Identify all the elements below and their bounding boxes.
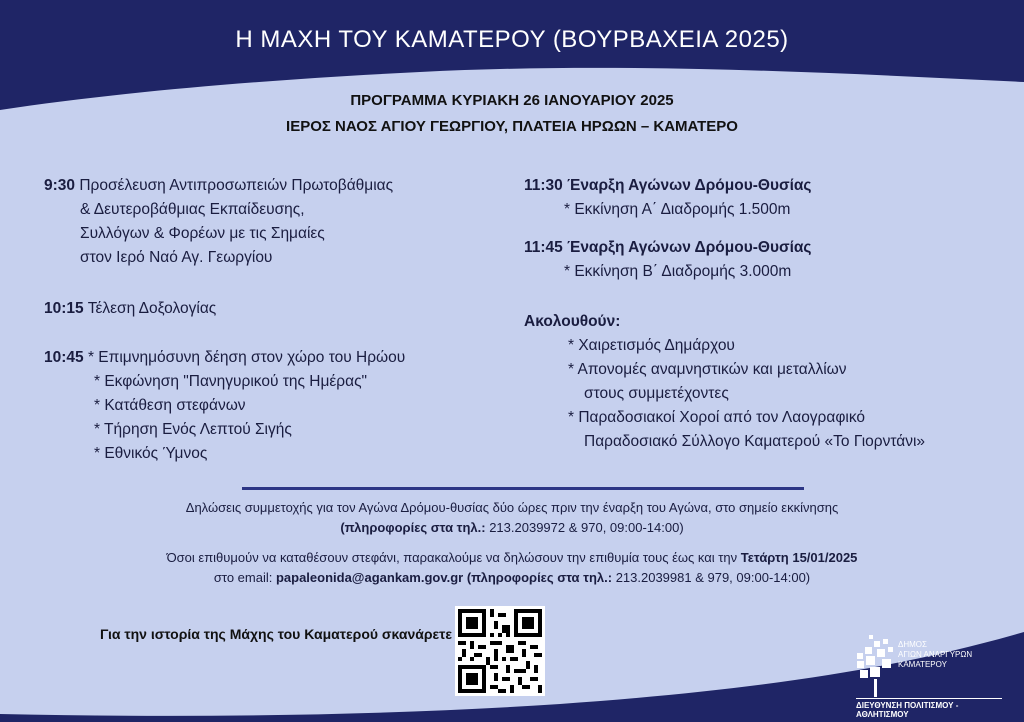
schedule-item-1045 <box>44 346 405 466</box>
schedule-item-1015 <box>44 297 216 321</box>
logo-line: ΑΓΙΩΝ ΑΝΑΡΓΥΡΩΝ <box>898 650 973 659</box>
schedule-text: * Εθνικός Ύμνος <box>94 445 208 462</box>
following-events <box>524 310 925 454</box>
qr-code[interactable] <box>455 606 545 696</box>
qr-label: Για την ιστορία της Μάχης του Καματερού σκανάρετε <box>100 626 453 642</box>
schedule-text: Συλλόγων & Φορέων με τις Σημαίες <box>80 225 325 242</box>
race-detail: * Εκκίνηση Α΄ Διαδρομής 1.500m <box>564 201 791 218</box>
schedule-item-0930 <box>44 174 393 270</box>
race-detail: * Εκκίνηση Β΄ Διαδρομής 3.000m <box>564 263 792 280</box>
wreath-note <box>0 548 1024 568</box>
email-note <box>0 568 1024 588</box>
following-item: * Απονομές αναμνηστικών και μεταλλίων <box>568 361 847 378</box>
logo-line: ΔΗΜΟΣ <box>898 640 927 649</box>
page-title: Η ΜΑΧΗ ΤΟΥ ΚΑΜΑΤΕΡΟΥ (ΒΟΥΡΒΑΧΕΙΑ 2025) <box>235 26 789 53</box>
schedule-time: 10:15 <box>44 300 84 317</box>
race-start-1145 <box>524 236 811 284</box>
registration-info-label: (πληροφορίες στα τηλ.: <box>340 520 486 535</box>
following-item: Παραδοσιακό Σύλλογο Καματερού «Το Γιορντάνι» <box>584 433 926 450</box>
following-item: στους συμμετέχοντες <box>584 385 729 402</box>
schedule-text: * Εκφώνηση "Πανηγυρικού της Ημέρας" <box>94 373 368 390</box>
schedule-text: * Κατάθεση στεφάνων <box>94 397 246 414</box>
department-name: ΔΙΕΥΘΥΝΣΗ ΠΟΛΙΤΙΣΜΟΥ - ΑΘΛΗΤΙΣΜΟΥ <box>856 698 1002 719</box>
race-heading: 11:30 Έναρξη Αγώνων Δρόμου-Θυσίας <box>524 177 812 194</box>
qr-code-icon <box>458 609 542 693</box>
wreath-deadline: Τετάρτη 15/01/2025 <box>740 550 858 565</box>
program-date: ΠΡΟΓΡΑΜΜΑ ΚΥΡΙΑΚΗ 26 ΙΑΝΟΥΑΡΙΟΥ 2025 <box>350 92 674 109</box>
municipality-name <box>898 640 972 670</box>
race-start-1130 <box>524 174 811 222</box>
schedule-text: * Επιμνημόσυνη δέηση στον χώρο του Ηρώου <box>87 349 406 366</box>
registration-info <box>0 518 1024 538</box>
email-info-label: (πληροφορίες στα τηλ.: <box>463 570 613 585</box>
logo-line: ΚΑΜΑΤΕΡΟΥ <box>898 660 947 669</box>
registration-info-value: 213.2039972 & 970, 09:00-14:00) <box>485 520 684 535</box>
schedule-text: στον Ιερό Ναό Αγ. Γεωργίου <box>80 249 273 266</box>
schedule-text: * Τήρηση Ενός Λεπτού Σιγής <box>94 421 292 438</box>
following-heading: Ακολουθούν: <box>524 313 621 330</box>
schedule-text: Προσέλευση Αντιπροσωπειών Πρωτοβάθμιας <box>79 177 394 194</box>
email-info-value: 213.2039981 & 979, 09:00-14:00) <box>612 570 811 585</box>
race-heading: 11:45 Έναρξη Αγώνων Δρόμου-Θυσίας <box>524 239 812 256</box>
schedule-time: 9:30 <box>44 177 76 194</box>
program-venue: ΙΕΡΟΣ ΝΑΟΣ ΑΓΙΟΥ ΓΕΩΡΓΙΟΥ, ΠΛΑΤΕΙΑ ΗΡΩΩΝ – ΚΑΜΑΤΕΡΟ <box>286 118 738 135</box>
divider <box>242 487 804 490</box>
wreath-text: Όσοι επιθυμούν να καταθέσουν στεφάνι, παρακαλούμε να δηλώσουν την επιθυμία τους έως και την <box>166 550 741 565</box>
email-link[interactable]: papaleonida@agankam.gov.gr <box>275 570 464 585</box>
schedule-time: 10:45 <box>44 349 84 366</box>
following-item: * Παραδοσιακοί Χοροί από τον Λαογραφικό <box>568 409 866 426</box>
schedule-text: Τέλεση Δοξολογίας <box>87 300 217 317</box>
schedule-text: & Δευτεροβάθμιας Εκπαίδευσης, <box>80 201 305 218</box>
following-item: * Χαιρετισμός Δημάρχου <box>568 337 735 354</box>
email-prefix: στο email: <box>213 570 276 585</box>
registration-note: Δηλώσεις συμμετοχής για τον Αγώνα Δρόμου-θυσίας δύο ώρες πριν την έναρξη του Αγώνα, στο σημείο εκκίνησης <box>185 500 839 515</box>
